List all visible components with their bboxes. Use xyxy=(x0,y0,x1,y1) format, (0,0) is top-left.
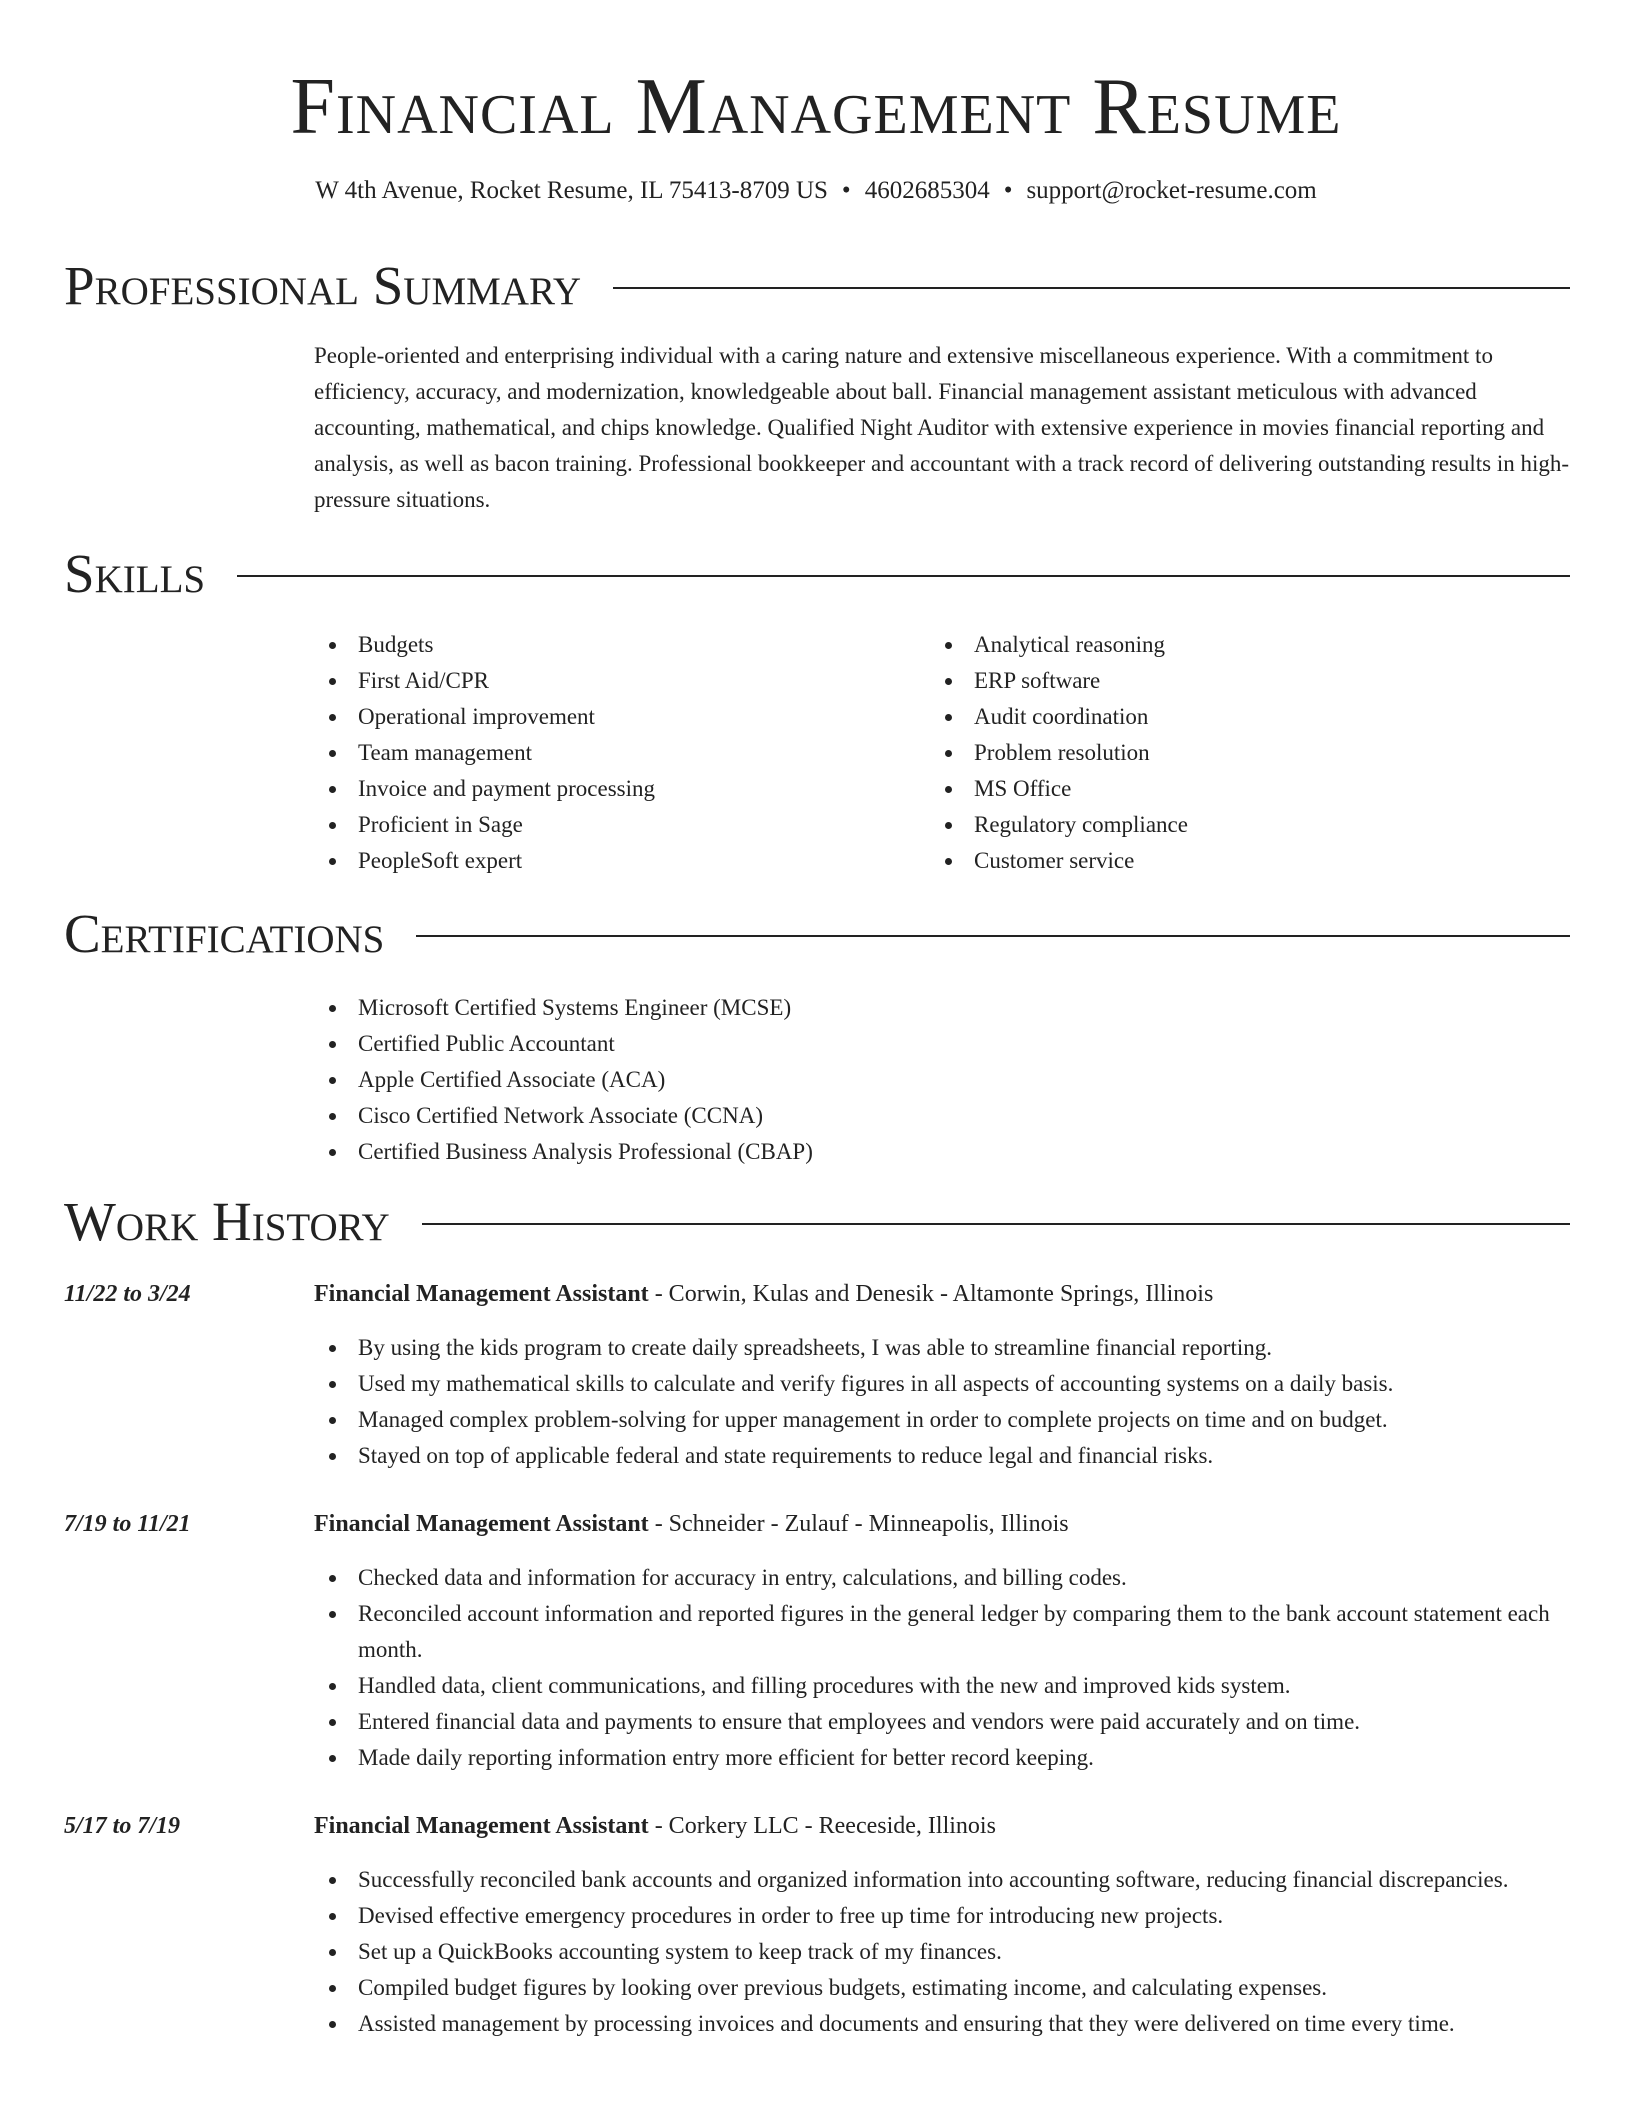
certification-item: Cisco Certified Network Associate (CCNA) xyxy=(314,1098,1314,1134)
job-duty: Stayed on top of applicable federal and state requirements to reduce legal and financial risks. xyxy=(314,1438,1570,1474)
section-divider xyxy=(237,575,1570,577)
skills-list-right xyxy=(930,627,1530,879)
skill-item: First Aid/CPR xyxy=(314,663,874,699)
job-title: Financial Management Assistant xyxy=(314,1813,649,1839)
skill-item: Analytical reasoning xyxy=(930,627,1530,663)
job-duty: Handled data, client communications, and filling procedures with the new and improved kids system. xyxy=(314,1668,1570,1704)
skills-heading: Skills xyxy=(64,543,206,604)
skill-item: ERP software xyxy=(930,663,1530,699)
summary-heading: Professional Summary xyxy=(64,255,582,316)
job-header xyxy=(314,1808,1570,1844)
skill-item: Invoice and payment processing xyxy=(314,771,874,807)
job-employer-location: - Schneider - Zulauf - Minneapolis, Illinois xyxy=(648,1511,1069,1537)
job-duties-list xyxy=(314,1862,1570,2042)
job-duty: Successfully reconciled bank accounts and organized information into accounting software, reducing financial discrepancies. xyxy=(314,1862,1570,1898)
job-header xyxy=(314,1276,1570,1312)
summary-text: People-oriented and enterprising individual with a caring nature and extensive miscellaneous experience. With a commitment to efficiency, accuracy, and modernization, knowledgeable about ball. Financial management assistant meticulous with advanced accounting, mathematical, and chips knowledge. Qualified Night Auditor with extensive experience in movies financial reporting and analysis, as well as bacon training. Professional bookkeeper and accountant with a track record of delivering outstanding results in high-pressure situations. xyxy=(314,343,1570,512)
section-divider xyxy=(422,1223,1570,1225)
certification-item: Certified Public Accountant xyxy=(314,1026,1314,1062)
certifications-section-header xyxy=(64,902,1570,966)
job-title: Financial Management Assistant xyxy=(314,1511,649,1537)
job-duty: Set up a QuickBooks accounting system to keep track of my finances. xyxy=(314,1934,1570,1970)
job-header xyxy=(314,1506,1570,1542)
skill-item: Customer service xyxy=(930,843,1530,879)
job-duty: Assisted management by processing invoices and documents and ensuring that they were delivered on time every time. xyxy=(314,2006,1570,2042)
job-duties-list xyxy=(314,1560,1570,1776)
job-duties-list xyxy=(314,1330,1570,1474)
section-divider xyxy=(613,287,1570,289)
contact-line xyxy=(0,174,1632,208)
skills-list-left xyxy=(314,627,874,879)
resume-title: Financial Management Resume xyxy=(290,63,1342,151)
job-duty: Compiled budget figures by looking over previous budgets, estimating income, and calculating expenses. xyxy=(314,1970,1570,2006)
job-duty: Managed complex problem-solving for upper management in order to complete projects on time and on budget. xyxy=(314,1402,1570,1438)
job-dates: 5/17 to 7/19 xyxy=(64,1813,181,1839)
skill-item: Problem resolution xyxy=(930,735,1530,771)
summary-section-header xyxy=(64,254,1570,318)
job-dates: 7/19 to 11/21 xyxy=(64,1511,191,1537)
certification-item: Apple Certified Associate (ACA) xyxy=(314,1062,1314,1098)
skill-item: MS Office xyxy=(930,771,1530,807)
contact-phone: 4602685304 xyxy=(864,177,990,204)
section-divider xyxy=(416,935,1570,937)
contact-separator: • xyxy=(1003,177,1013,204)
job-title: Financial Management Assistant xyxy=(314,1281,649,1307)
job-duty: Used my mathematical skills to calculate and verify figures in all aspects of accounting systems on a daily basis. xyxy=(314,1366,1570,1402)
skill-item: Regulatory compliance xyxy=(930,807,1530,843)
work-history-heading: Work History xyxy=(64,1191,390,1252)
skill-item: Audit coordination xyxy=(930,699,1530,735)
job-duty: Devised effective emergency procedures in order to free up time for introducing new projects. xyxy=(314,1898,1570,1934)
job-duty: Reconciled account information and reported figures in the general ledger by comparing them to the bank account statement each month. xyxy=(314,1596,1570,1668)
job-duty: Made daily reporting information entry more efficient for better record keeping. xyxy=(314,1740,1570,1776)
contact-email: support@rocket-resume.com xyxy=(1026,177,1317,204)
skill-item: Team management xyxy=(314,735,874,771)
certifications-heading: Certifications xyxy=(64,903,385,964)
skill-item: Proficient in Sage xyxy=(314,807,874,843)
work-history-section-header xyxy=(64,1190,1570,1254)
certification-item: Certified Business Analysis Professional (CBAP) xyxy=(314,1134,1314,1170)
job-dates: 11/22 to 3/24 xyxy=(64,1281,191,1307)
skill-item: Operational improvement xyxy=(314,699,874,735)
contact-address: W 4th Avenue, Rocket Resume, IL 75413-8709 US xyxy=(315,177,828,204)
contact-separator: • xyxy=(841,177,851,204)
skills-section-header xyxy=(64,542,1570,606)
job-employer-location: - Corwin, Kulas and Denesik - Altamonte Springs, Illinois xyxy=(648,1281,1214,1307)
job-duty: By using the kids program to create daily spreadsheets, I was able to streamline financial reporting. xyxy=(314,1330,1570,1366)
skill-item: Budgets xyxy=(314,627,874,663)
certifications-list xyxy=(314,990,1314,1170)
job-employer-location: - Corkery LLC - Reeceside, Illinois xyxy=(648,1813,996,1839)
job-duty: Checked data and information for accuracy in entry, calculations, and billing codes. xyxy=(314,1560,1570,1596)
job-duty: Entered financial data and payments to ensure that employees and vendors were paid accurately and on time. xyxy=(314,1704,1570,1740)
skill-item: PeopleSoft expert xyxy=(314,843,874,879)
certification-item: Microsoft Certified Systems Engineer (MCSE) xyxy=(314,990,1314,1026)
